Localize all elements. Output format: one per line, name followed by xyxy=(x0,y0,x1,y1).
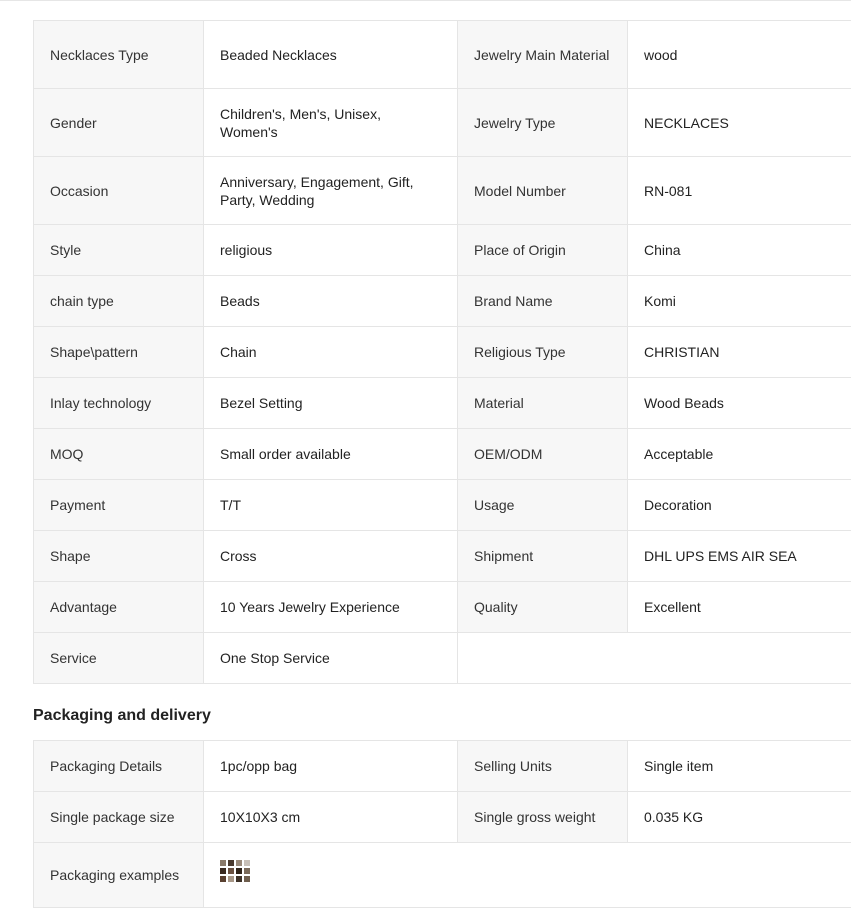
thumbnail-tile xyxy=(244,876,250,882)
table-row xyxy=(34,327,851,378)
attributes-table xyxy=(33,20,851,684)
attr-value: Beaded Necklaces xyxy=(204,21,458,89)
attr-key: Shape xyxy=(34,531,204,582)
attr-key: Material xyxy=(458,378,628,429)
attr-value: Excellent xyxy=(628,582,851,633)
attr-value: One Stop Service xyxy=(204,633,458,684)
attr-value: Small order available xyxy=(204,429,458,480)
attr-key: Quality xyxy=(458,582,628,633)
packaging-example-thumbnail[interactable] xyxy=(220,860,252,890)
attr-key: Necklaces Type xyxy=(34,21,204,89)
attr-value: Bezel Setting xyxy=(204,378,458,429)
thumbnail-tile xyxy=(220,860,226,866)
attr-key: Single package size xyxy=(34,792,204,843)
attr-value: T/T xyxy=(204,480,458,531)
table-row xyxy=(34,429,851,480)
attr-value: Komi xyxy=(628,276,851,327)
attr-key: chain type xyxy=(34,276,204,327)
attr-value: DHL UPS EMS AIR SEA xyxy=(628,531,851,582)
table-row xyxy=(34,225,851,276)
empty-cell xyxy=(458,633,851,684)
attr-key: Packaging Details xyxy=(34,741,204,792)
attr-value: wood xyxy=(628,21,851,89)
attr-key: Inlay technology xyxy=(34,378,204,429)
thumbnail-tile xyxy=(228,860,234,866)
thumbnail-tile xyxy=(244,868,250,874)
attr-key: Single gross weight xyxy=(458,792,628,843)
attr-key: Jewelry Main Material xyxy=(458,21,628,89)
table-row xyxy=(34,531,851,582)
attr-value: 10X10X3 cm xyxy=(204,792,458,843)
attr-key: Model Number xyxy=(458,157,628,225)
top-divider xyxy=(0,0,851,1)
attr-key: Style xyxy=(34,225,204,276)
table-row xyxy=(34,843,851,908)
attr-key: Brand Name xyxy=(458,276,628,327)
attr-value: 1pc/opp bag xyxy=(204,741,458,792)
attr-value: China xyxy=(628,225,851,276)
table-row xyxy=(34,89,851,157)
attr-value: religious xyxy=(204,225,458,276)
packaging-table xyxy=(33,740,851,908)
thumbnail-tile xyxy=(220,868,226,874)
attr-key: Occasion xyxy=(34,157,204,225)
attr-key: Payment xyxy=(34,480,204,531)
table-row xyxy=(34,741,851,792)
attr-value: Acceptable xyxy=(628,429,851,480)
attr-value: Anniversary, Engagement, Gift, Party, Wedding xyxy=(204,157,458,225)
thumbnail-tile xyxy=(236,876,242,882)
section-title-packaging: Packaging and delivery xyxy=(33,707,211,724)
attr-key: Religious Type xyxy=(458,327,628,378)
attr-key: Usage xyxy=(458,480,628,531)
attr-value: Single item xyxy=(628,741,851,792)
table-row xyxy=(34,157,851,225)
attr-value: Chain xyxy=(204,327,458,378)
attr-value: 10 Years Jewelry Experience xyxy=(204,582,458,633)
table-row xyxy=(34,633,851,684)
attr-value: Decoration xyxy=(628,480,851,531)
attr-value: CHRISTIAN xyxy=(628,327,851,378)
attr-value: Cross xyxy=(204,531,458,582)
table-row xyxy=(34,792,851,843)
table-row xyxy=(34,276,851,327)
attr-key: Selling Units xyxy=(458,741,628,792)
attr-value: Beads xyxy=(204,276,458,327)
attr-value: RN-081 xyxy=(628,157,851,225)
attr-key: Packaging examples xyxy=(34,843,204,908)
packaging-examples-cell xyxy=(204,843,851,908)
attr-value: 0.035 KG xyxy=(628,792,851,843)
attr-value: NECKLACES xyxy=(628,89,851,157)
attr-key: Shape\pattern xyxy=(34,327,204,378)
table-row xyxy=(34,582,851,633)
attr-key: Service xyxy=(34,633,204,684)
thumbnail-tile xyxy=(236,868,242,874)
thumbnail-tile xyxy=(236,860,242,866)
attr-key: Advantage xyxy=(34,582,204,633)
attr-key: Jewelry Type xyxy=(458,89,628,157)
attr-value: Children's, Men's, Unisex, Women's xyxy=(204,89,458,157)
thumbnail-tile xyxy=(220,876,226,882)
thumbnail-tile xyxy=(244,860,250,866)
attr-key: Place of Origin xyxy=(458,225,628,276)
thumbnail-tile xyxy=(228,868,234,874)
attr-value: Wood Beads xyxy=(628,378,851,429)
table-row xyxy=(34,21,851,89)
attr-key: Shipment xyxy=(458,531,628,582)
attr-key: OEM/ODM xyxy=(458,429,628,480)
table-row xyxy=(34,378,851,429)
thumbnail-tile xyxy=(228,876,234,882)
attr-key: Gender xyxy=(34,89,204,157)
attr-key: MOQ xyxy=(34,429,204,480)
table-row xyxy=(34,480,851,531)
